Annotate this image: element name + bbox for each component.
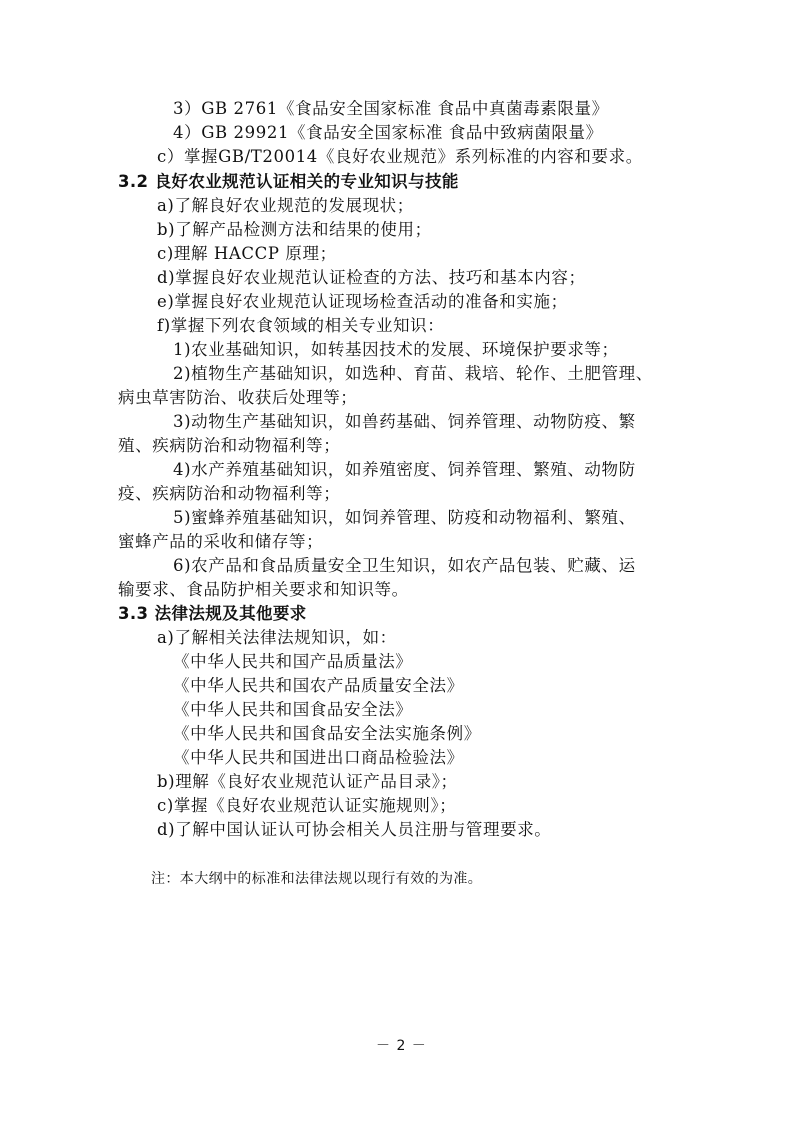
subitem-5-line1: 5)蜜蜂养殖基础知识，如饲养管理、防疫和动物福利、繁殖、 (173, 508, 636, 527)
list-item-f: f)掌握下列农食领域的相关专业知识： (157, 316, 445, 335)
law-item-b: b)理解《良好农业规范认证产品目录》； (157, 772, 458, 791)
subitem-2-line2: 病虫草害防治、收获后处理等； (118, 388, 358, 407)
list-item-a: a)了解良好农业规范的发展现状； (157, 196, 414, 215)
law-agri-product-quality: 《中华人民共和国农产品质量安全法》 (173, 676, 464, 695)
subitem-2-line1: 2)植物生产基础知识，如选种、育苗、栽培、轮作、土肥管理、 (173, 364, 653, 383)
list-item-b: b)了解产品检测方法和结果的使用； (157, 220, 432, 239)
subitem-3-line2: 殖、疾病防治和动物福利等； (118, 436, 341, 455)
section-heading-3-3: 3.3 法律法规及其他要求 (118, 604, 307, 623)
law-product-quality: 《中华人民共和国产品质量法》 (173, 652, 413, 671)
subitem-4-line2: 疫、疾病防治和动物福利等； (118, 484, 341, 503)
law-import-export-inspection: 《中华人民共和国进出口商品检验法》 (173, 748, 464, 767)
list-item-c: c)理解 HACCP 原理； (157, 244, 337, 263)
requirement-item-c: c）掌握GB/T20014《良好农业规范》系列标准的内容和要求。 (157, 147, 643, 166)
footnote: 注：本大纲中的标准和法律法规以现行有效的为准。 (151, 871, 483, 887)
subitem-1: 1)农业基础知识，如转基因技术的发展、环境保护要求等； (173, 340, 619, 359)
subitem-6-line2: 输要求、食品防护相关要求和知识等。 (118, 580, 409, 599)
law-food-safety-regulations: 《中华人民共和国食品安全法实施条例》 (173, 724, 481, 743)
section-heading-3-2: 3.2 良好农业规范认证相关的专业知识与技能 (118, 172, 459, 191)
list-item-e: e)掌握良好农业规范认证现场检查活动的准备和实施； (157, 292, 568, 311)
law-item-d: d)了解中国认证认可协会相关人员注册与管理要求。 (157, 820, 552, 839)
subitem-5-line2: 蜜蜂产品的采收和储存等； (118, 532, 324, 551)
list-item-d: d)掌握良好农业规范认证检查的方法、技巧和基本内容； (157, 268, 586, 287)
subitem-3-line1: 3)动物生产基础知识，如兽药基础、饲养管理、动物防疫、繁 (173, 412, 636, 431)
standard-item-3: 3）GB 2761《食品安全国家标准 食品中真菌毒素限量》 (173, 99, 609, 118)
subitem-6-line1: 6)农产品和食品质量安全卫生知识，如农产品包装、贮藏、运 (173, 556, 636, 575)
subitem-4-line1: 4)水产养殖基础知识，如养殖密度、饲养管理、繁殖、动物防 (173, 460, 636, 479)
law-item-c: c)掌握《良好农业规范认证实施规则》； (157, 796, 457, 815)
law-intro-item-a: a)了解相关法律法规知识，如： (157, 628, 397, 647)
page-number: － 2 － (376, 1038, 427, 1054)
standard-item-4: 4）GB 29921《食品安全国家标准 食品中致病菌限量》 (173, 123, 603, 142)
law-food-safety: 《中华人民共和国食品安全法》 (173, 700, 413, 719)
